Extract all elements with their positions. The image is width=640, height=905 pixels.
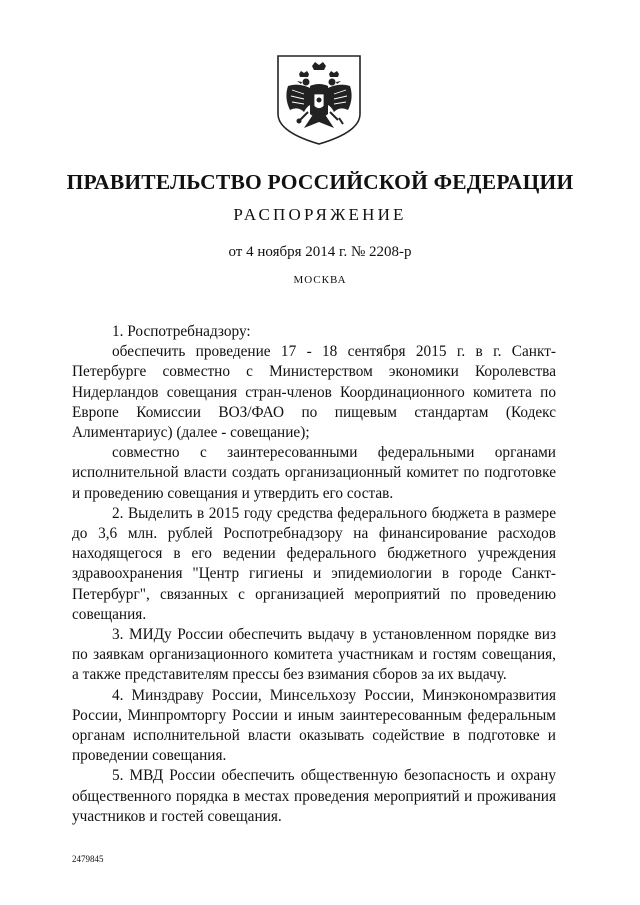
document-type: РАСПОРЯЖЕНИЕ bbox=[233, 205, 407, 224]
government-title: ПРАВИТЕЛЬСТВО РОССИЙСКОЙ ФЕДЕРАЦИИ bbox=[66, 170, 574, 194]
paragraph-1-item-a: обеспечить проведение 17 - 18 сентября 2015 г. в г. Санкт-Петербурге совместно с Министерством экономики Королевства Нидерландов совещания стран-членов Координационного комитета по Европе Комиссии ВОЗ/ФАО по пищевым стандартам (Кодекс Алиментариус) (далее - совещание); bbox=[72, 343, 556, 442]
document-body bbox=[72, 322, 556, 827]
paragraph-1-item-b: совместно с заинтересованными федеральными органами исполнительной власти создать организационный комитет по подготовке и проведению совещания и утвердить его состав. bbox=[72, 444, 556, 502]
document-date-number: от 4 ноября 2014 г. № 2208-р bbox=[228, 244, 412, 260]
state-emblem-icon bbox=[274, 52, 364, 148]
paragraph-5: 5. МВД России обеспечить общественную безопасность и охрану общественного порядка в местах проведения мероприятий и проживания участников и гостей совещания. bbox=[72, 767, 556, 825]
document-place: МОСКВА bbox=[293, 274, 347, 286]
paragraph-2: 2. Выделить в 2015 году средства федерального бюджета в размере до 3,6 млн. рублей Роспотребнадзору на финансирование расходов находящегося в его ведении федерального бюджетного учреждения здравоохранения "Центр гигиены и эпидемиологии в городе Санкт-Петербург", связанных с организацией мероприятий по проведению совещания. bbox=[72, 504, 556, 623]
paragraph-4: 4. Минздраву России, Минсельхозу России, Минэкономразвития России, Минпромторгу России и иным заинтересованным федеральным органам исполнительной власти оказывать содействие в подготовке и проведении совещания. bbox=[72, 686, 556, 765]
document-registry-number: 2479845 bbox=[72, 854, 104, 864]
paragraph-1-heading: 1. Роспотребнадзору: bbox=[112, 323, 251, 340]
paragraph-3: 3. МИДу России обеспечить выдачу в установленном порядке виз по заявкам организационного комитета участникам и гостям совещания, а также представителям прессы без взимания сборов за их выдачу. bbox=[72, 626, 556, 684]
